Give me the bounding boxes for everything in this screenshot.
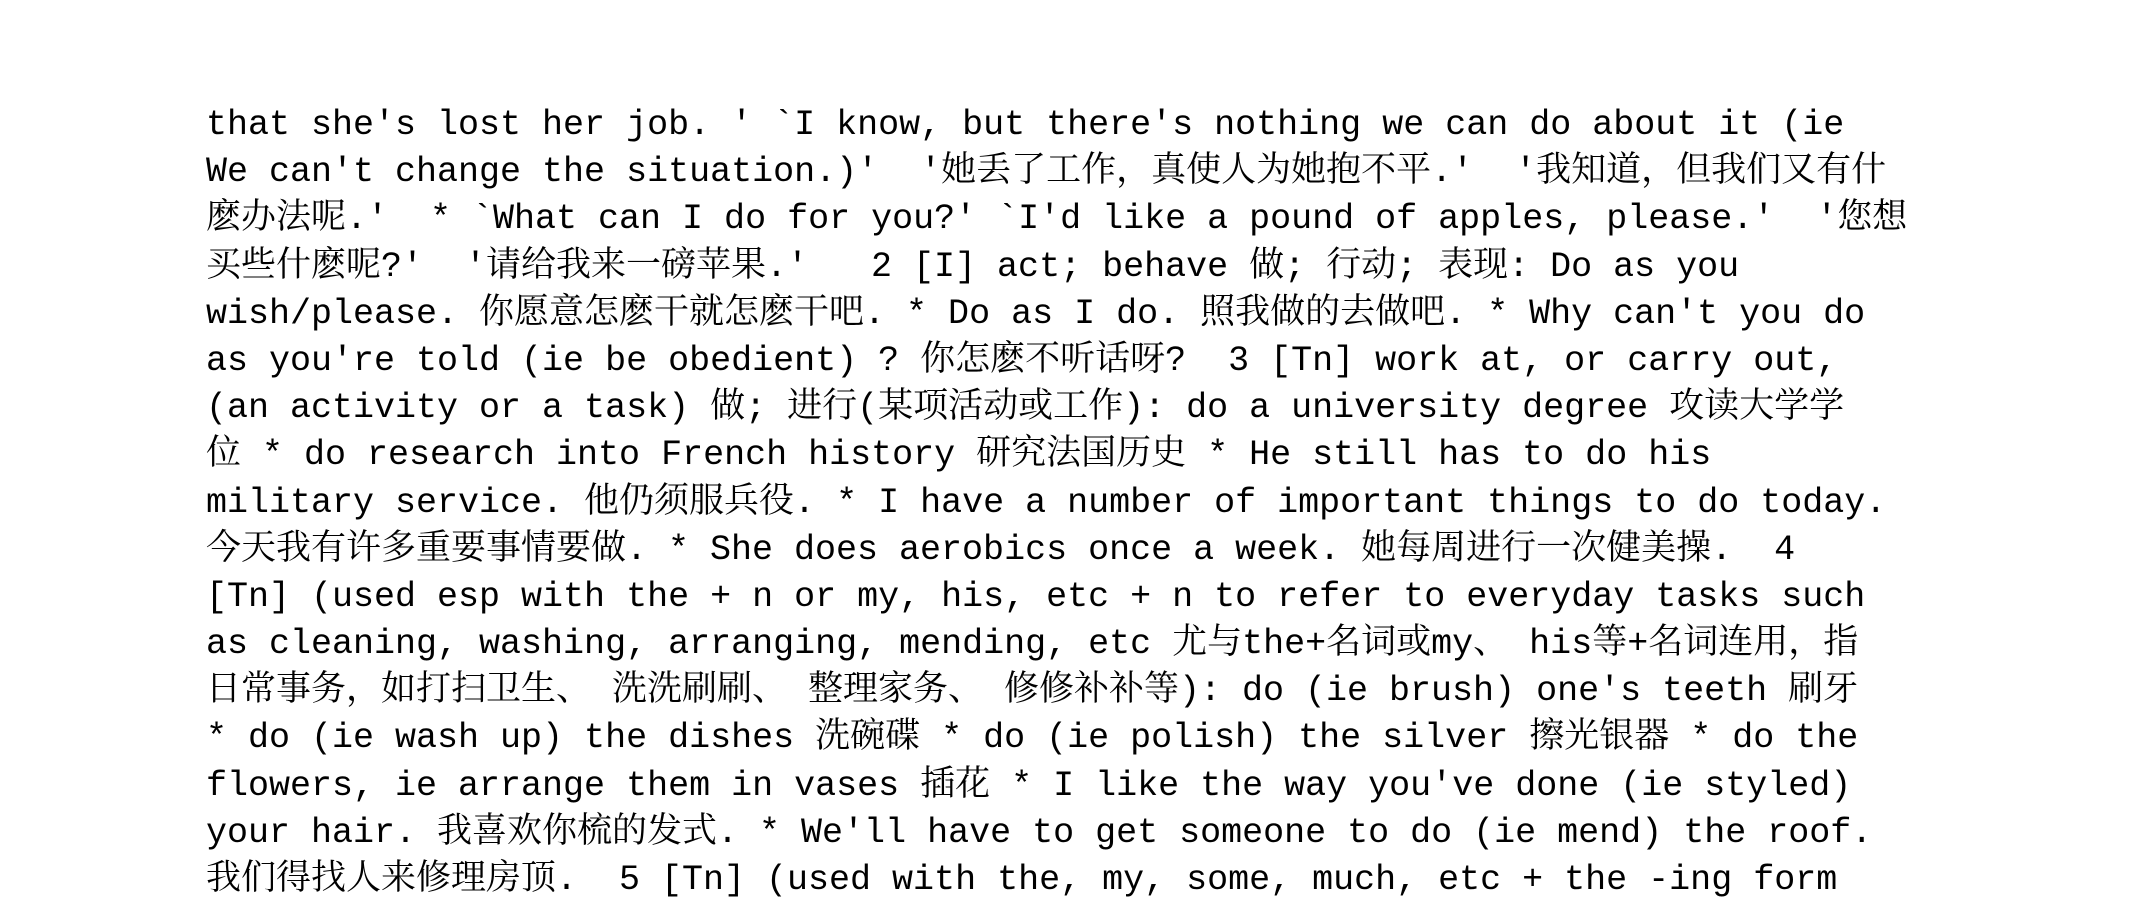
text-line: 日常事务，如打扫卫生、 洗洗刷刷、 整理家务、 修修补补等): do (ie brush) one's teeth 刷牙 (206, 671, 1859, 712)
text-line: 我们得找人来修理房顶. 5 [Tn] (used with the, my, some, much, etc + the -ing form (206, 860, 1838, 900)
text-line: (an activity or a task) 做; 进行(某项活动或工作): do a university degree 攻读大学学 (206, 388, 1845, 429)
text-line: We can't change the situation.)' '她丢了工作，真使人为她抱不平.' '我知道，但我们又有什 (206, 152, 1887, 193)
text-line: that she's lost her job. ' `I know, but there's nothing we can do about it (ie (206, 105, 1845, 145)
text-line: flowers, ie arrange them in vases 插花 * I like the way you've done (ie styled) (206, 765, 1852, 806)
text-line: * do (ie wash up) the dishes 洗碗碟 * do (ie polish) the silver 擦光银器 * do the (206, 718, 1859, 759)
text-line: as cleaning, washing, arranging, mending, etc 尤与the+名词或my、 his等+名词连用，指 (206, 624, 1859, 665)
text-line: 位 * do research into French history 研究法国历史 * He still has to do his (206, 435, 1712, 476)
text-line: wish/please. 你愿意怎麽干就怎麽干吧. * Do as I do. 照我做的去做吧. * Why can't you do (206, 293, 1866, 334)
text-line: military service. 他仍须服兵役. * I have a number of important things to do today. (206, 482, 1887, 523)
text-line: 麽办法呢.' * `What can I do for you?' `I'd like a pound of apples, please.' '您想 (206, 199, 1908, 240)
text-line: as you're told (ie be obedient) ? 你怎麽不听话呀? 3 [Tn] work at, or carry out, (206, 340, 1838, 381)
dictionary-entry-text (206, 102, 2106, 900)
text-line: 今天我有许多重要事情要做. * She does aerobics once a week. 她每周进行一次健美操. 4 (206, 529, 1796, 570)
text-line: 买些什麽呢?' '请给我来一磅苹果.' 2 [I] act; behave 做; 行动; 表现: Do as you (206, 246, 1740, 287)
text-line: [Tn] (used esp with the + n or my, his, etc + n to refer to everyday tasks such (206, 576, 1866, 617)
text-line: your hair. 我喜欢你梳的发式. * We'll have to get someone to do (ie mend) the roof. (206, 812, 1873, 853)
